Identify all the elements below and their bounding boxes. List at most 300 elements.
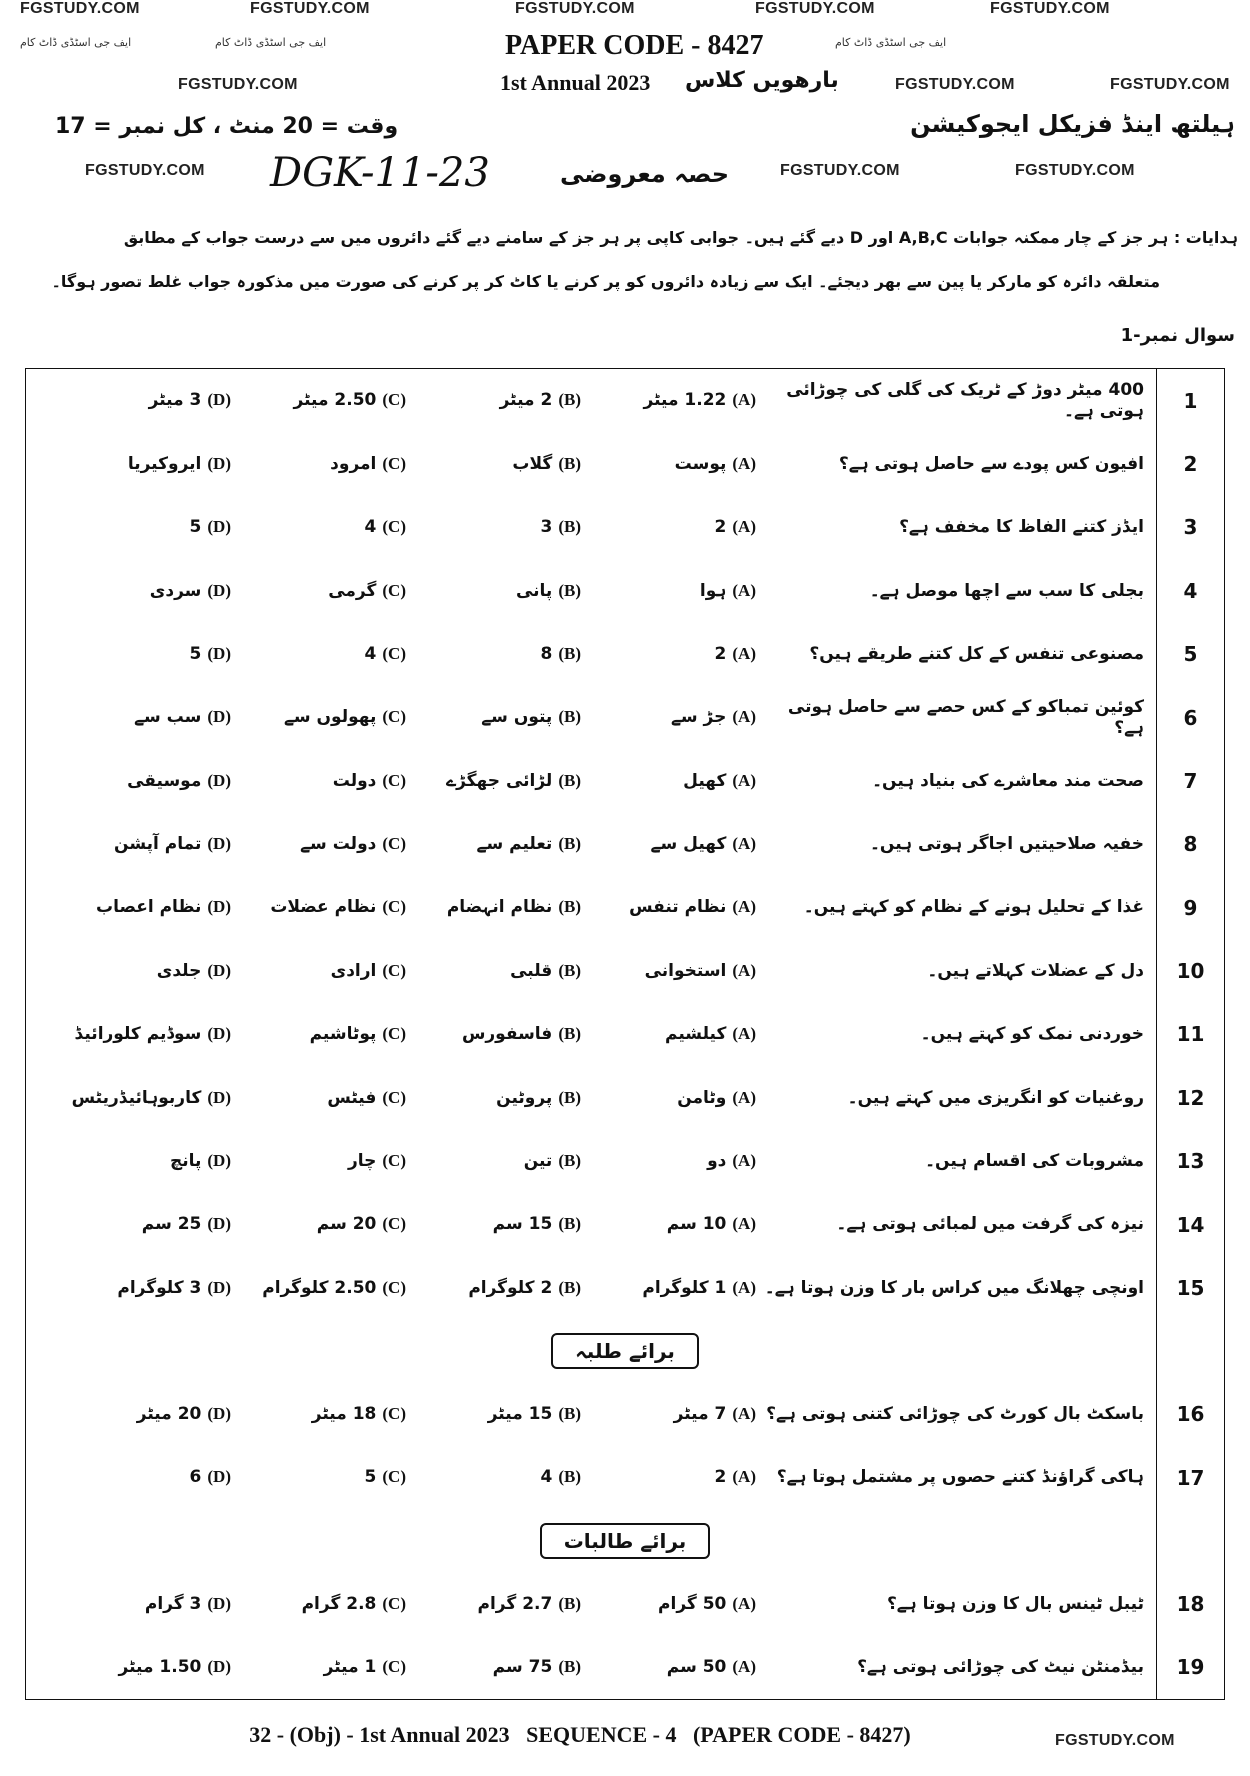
option-d <box>56 961 231 981</box>
option-text: استخوانی <box>644 960 727 981</box>
question-row <box>26 623 1224 686</box>
option-text: 5 <box>189 643 202 664</box>
section-label-boys-text: برائے طلبہ <box>551 1333 699 1369</box>
option-letter: (B) <box>558 453 581 473</box>
option-letter: (C) <box>382 390 406 410</box>
option-d <box>56 1151 231 1171</box>
question-row <box>26 1572 1224 1635</box>
option-text: نظام انہضام <box>446 897 553 918</box>
option-text: 2 <box>714 1467 727 1488</box>
option-text: نظام عضلات <box>270 897 377 918</box>
option-text: 5 <box>189 517 202 538</box>
option-text: ایروکیریا <box>127 453 202 474</box>
question-number-cell: 6 <box>1156 686 1224 749</box>
option-c <box>231 517 406 537</box>
option-letter: (C) <box>382 1467 406 1487</box>
option-letter: (C) <box>382 643 406 663</box>
option-a <box>581 454 756 474</box>
option-letter: (C) <box>382 1087 406 1107</box>
option-letter: (A) <box>732 1214 756 1234</box>
option-letter: (B) <box>558 1467 581 1487</box>
option-text: 1.50 میٹر <box>118 1656 202 1677</box>
option-letter: (C) <box>382 1656 406 1676</box>
option-text: سوڈیم کلورائیڈ <box>74 1024 202 1045</box>
option-text: 2.50 کلوگرام <box>262 1277 377 1298</box>
option-letter: (B) <box>558 1087 581 1107</box>
question-text: اونچی چھلانگ میں کراس بار کا وزن ہوتا ہے۔ <box>764 1277 1144 1298</box>
question-row <box>26 1636 1224 1699</box>
option-d <box>56 644 231 664</box>
option-text: فیٹس <box>327 1087 377 1108</box>
question-number-cell: 17 <box>1156 1446 1224 1509</box>
option-text: 1 کلوگرام <box>642 1277 727 1298</box>
question-text: غذا کے تحلیل ہونے کے نظام کو کہتے ہیں۔ <box>803 897 1144 918</box>
question-number-cell: 16 <box>1156 1383 1224 1446</box>
option-c <box>231 454 406 474</box>
option-text: 2 میٹر <box>499 390 553 411</box>
watermark: FGSTUDY.COM <box>20 0 140 17</box>
option-d <box>56 1214 231 1234</box>
option-letter: (B) <box>558 580 581 600</box>
option-d <box>56 1404 231 1424</box>
option-b <box>406 1024 581 1044</box>
option-b <box>406 1467 581 1487</box>
question-row <box>26 876 1224 939</box>
question-number-cell: 11 <box>1156 1003 1224 1066</box>
option-b <box>406 961 581 981</box>
option-letter: (B) <box>558 1593 581 1613</box>
paper-code: PAPER CODE - 8427 <box>505 30 764 61</box>
option-d <box>56 1594 231 1614</box>
option-a <box>581 1278 756 1298</box>
option-letter: (A) <box>732 1150 756 1170</box>
question-number-cell: 14 <box>1156 1193 1224 1256</box>
question-text: بجلی کا سب سے اچھا موصل ہے۔ <box>869 580 1144 601</box>
option-letter: (B) <box>558 517 581 537</box>
question-row <box>26 1130 1224 1193</box>
section-label-boys <box>26 1320 1224 1383</box>
option-letter: (C) <box>382 1593 406 1613</box>
option-a <box>581 897 756 917</box>
question-text: نیزہ کی گرفت میں لمبائی ہوتی ہے۔ <box>836 1214 1144 1235</box>
option-letter: (B) <box>558 1656 581 1676</box>
option-c <box>231 1088 406 1108</box>
option-text: 3 میٹر <box>148 390 202 411</box>
option-text: 2.8 گرام <box>301 1593 377 1614</box>
question-text: خوردنی نمک کو کہتے ہیں۔ <box>920 1024 1144 1045</box>
watermark: FGSTUDY.COM <box>1055 1732 1175 1749</box>
option-text: تعلیم سے <box>476 834 553 855</box>
option-letter: (A) <box>732 834 756 854</box>
option-letter: (B) <box>558 1024 581 1044</box>
watermark-urdu: ایف جی اسٹڈی ڈاٹ کام <box>20 36 132 49</box>
option-b <box>406 1214 581 1234</box>
watermark-urdu: ایف جی اسٹڈی ڈاٹ کام <box>215 36 327 49</box>
question-row <box>26 1003 1224 1066</box>
option-text: 20 سم <box>316 1214 377 1235</box>
watermark: FGSTUDY.COM <box>990 0 1110 17</box>
option-text: 4 <box>364 517 377 538</box>
option-text: امرود <box>330 453 377 474</box>
option-letter: (A) <box>732 707 756 727</box>
option-letter: (D) <box>207 1277 231 1297</box>
option-letter: (D) <box>207 707 231 727</box>
option-c <box>231 1214 406 1234</box>
option-letter: (D) <box>207 1593 231 1613</box>
watermark: FGSTUDY.COM <box>755 0 875 17</box>
option-text: سب سے <box>134 707 202 728</box>
question-text: مشروبات کی اقسام ہیں۔ <box>925 1150 1144 1171</box>
option-c <box>231 1278 406 1298</box>
option-letter: (D) <box>207 1150 231 1170</box>
option-b <box>406 707 581 727</box>
option-letter: (D) <box>207 834 231 854</box>
option-text: 15 میٹر <box>487 1403 553 1424</box>
question-text: مصنوعی تنفس کے کل کتنے طریقے ہیں؟ <box>809 643 1144 664</box>
option-letter: (D) <box>207 1656 231 1676</box>
option-text: کیلشیم <box>665 1024 727 1045</box>
option-letter: (D) <box>207 1403 231 1423</box>
option-text: 3 گرام <box>144 1593 202 1614</box>
option-text: 5 <box>364 1467 377 1488</box>
option-b <box>406 390 581 410</box>
option-text: پتوں سے <box>481 707 553 728</box>
option-letter: (A) <box>732 580 756 600</box>
watermark: FGSTUDY.COM <box>515 0 635 17</box>
option-d <box>56 390 231 410</box>
option-d <box>56 897 231 917</box>
option-text: موسیقی <box>127 770 202 791</box>
option-letter: (D) <box>207 897 231 917</box>
option-letter: (D) <box>207 1087 231 1107</box>
time-marks: وقت = 20 منٹ ، کل نمبر = 17 <box>55 114 399 139</box>
question-row <box>26 1066 1224 1129</box>
option-d <box>56 454 231 474</box>
option-letter: (A) <box>732 1656 756 1676</box>
option-a <box>581 644 756 664</box>
question-row <box>26 749 1224 812</box>
option-b <box>406 1151 581 1171</box>
option-b <box>406 644 581 664</box>
option-text: تین <box>523 1150 553 1171</box>
option-c <box>231 390 406 410</box>
option-letter: (A) <box>732 1593 756 1613</box>
option-text: پروٹین <box>496 1087 553 1108</box>
option-d <box>56 1467 231 1487</box>
question-row <box>26 369 1224 432</box>
option-letter: (B) <box>558 770 581 790</box>
option-letter: (C) <box>382 1150 406 1170</box>
option-c <box>231 1467 406 1487</box>
option-c <box>231 771 406 791</box>
option-letter: (D) <box>207 517 231 537</box>
question-number-cell: 19 <box>1156 1636 1224 1699</box>
question-text: بیڈمنٹن نیٹ کی چوڑائی ہوتی ہے؟ <box>857 1656 1144 1677</box>
option-text: ارادی <box>330 960 377 981</box>
option-c <box>231 1151 406 1171</box>
option-text: 2 <box>714 643 727 664</box>
option-b <box>406 517 581 537</box>
section-label-girls <box>26 1509 1224 1572</box>
watermark: FGSTUDY.COM <box>780 162 900 179</box>
option-letter: (C) <box>382 770 406 790</box>
option-d <box>56 771 231 791</box>
question-number-cell: 12 <box>1156 1066 1224 1129</box>
option-letter: (D) <box>207 580 231 600</box>
option-a <box>581 834 756 854</box>
option-letter: (C) <box>382 897 406 917</box>
option-letter: (D) <box>207 1467 231 1487</box>
questions-table <box>25 368 1225 1700</box>
question-row <box>26 813 1224 876</box>
option-c <box>231 961 406 981</box>
option-c <box>231 581 406 601</box>
option-text: 3 کلوگرام <box>117 1277 202 1298</box>
watermark: FGSTUDY.COM <box>85 162 205 179</box>
option-text: 75 سم <box>492 1656 553 1677</box>
option-text: پوٹاشیم <box>309 1024 377 1045</box>
option-letter: (B) <box>558 1150 581 1170</box>
option-b <box>406 897 581 917</box>
class-label: بارھویں کلاس <box>685 68 839 93</box>
option-letter: (B) <box>558 1214 581 1234</box>
option-text: 1.22 میٹر <box>643 390 727 411</box>
option-letter: (C) <box>382 707 406 727</box>
question-number-cell: 3 <box>1156 496 1224 559</box>
option-letter: (D) <box>207 1214 231 1234</box>
option-text: 2.7 گرام <box>477 1593 553 1614</box>
option-letter: (A) <box>732 897 756 917</box>
option-text: چار <box>347 1150 377 1171</box>
option-letter: (A) <box>732 517 756 537</box>
footer-sequence: 32 - (Obj) - 1st Annual 2023 SEQUENCE - 4 (PAPER CODE - 8427) <box>249 1722 911 1747</box>
option-letter: (D) <box>207 390 231 410</box>
option-text: پانی <box>515 580 553 601</box>
question-text: افیون کس پودے سے حاصل ہوتی ہے؟ <box>838 453 1144 474</box>
question-row <box>26 1383 1224 1446</box>
option-text: دو <box>707 1150 727 1171</box>
option-text: جڑ سے <box>670 707 727 728</box>
option-c <box>231 1024 406 1044</box>
question-row <box>26 496 1224 559</box>
option-letter: (C) <box>382 1403 406 1423</box>
option-c <box>231 834 406 854</box>
option-letter: (D) <box>207 960 231 980</box>
question-text: کوئین تمباکو کے کس حصے سے حاصل ہوتی ہے؟ <box>787 697 1144 738</box>
section-label-girls-text: برائے طالبات <box>540 1523 711 1559</box>
option-text: 18 میٹر <box>311 1403 377 1424</box>
option-a <box>581 771 756 791</box>
option-letter: (A) <box>732 390 756 410</box>
option-a <box>581 517 756 537</box>
option-d <box>56 1657 231 1677</box>
option-a <box>581 1467 756 1487</box>
question-row <box>26 1446 1224 1509</box>
option-letter: (D) <box>207 453 231 473</box>
option-text: تمام آپشن <box>114 834 202 855</box>
option-letter: (A) <box>732 1403 756 1423</box>
option-b <box>406 1594 581 1614</box>
option-text: گلاب <box>512 453 553 474</box>
option-c <box>231 644 406 664</box>
option-a <box>581 1151 756 1171</box>
option-text: 7 میٹر <box>673 1403 727 1424</box>
question-row <box>26 939 1224 1002</box>
question-text: ہاکی گراؤنڈ کتنے حصوں پر مشتمل ہوتا ہے؟ <box>776 1467 1144 1488</box>
option-b <box>406 1278 581 1298</box>
option-a <box>581 390 756 410</box>
option-c <box>231 897 406 917</box>
option-text: کاربوہائیڈریٹس <box>71 1087 202 1108</box>
option-d <box>56 581 231 601</box>
option-c <box>231 1404 406 1424</box>
question-text: ایڈز کتنے الفاظ کا مخفف ہے؟ <box>899 517 1144 538</box>
question-number-cell: 9 <box>1156 876 1224 939</box>
option-a <box>581 961 756 981</box>
option-letter: (B) <box>558 1277 581 1297</box>
option-text: گرمی <box>328 580 377 601</box>
option-text: نظام اعصاب <box>96 897 202 918</box>
question-text: دل کے عضلات کہلاتے ہیں۔ <box>927 960 1144 981</box>
option-letter: (D) <box>207 770 231 790</box>
option-text: پوست <box>674 453 727 474</box>
option-letter: (C) <box>382 453 406 473</box>
question-row <box>26 559 1224 622</box>
option-letter: (A) <box>732 1024 756 1044</box>
option-text: ہوا <box>699 580 727 601</box>
option-a <box>581 707 756 727</box>
option-b <box>406 581 581 601</box>
option-text: 2 <box>714 517 727 538</box>
question-number-cell: 4 <box>1156 559 1224 622</box>
option-letter: (B) <box>558 834 581 854</box>
option-b <box>406 1088 581 1108</box>
watermark: FGSTUDY.COM <box>895 76 1015 93</box>
option-letter: (A) <box>732 1467 756 1487</box>
option-letter: (B) <box>558 707 581 727</box>
option-text: 50 سم <box>666 1656 727 1677</box>
option-text: 4 <box>540 1467 553 1488</box>
option-d <box>56 707 231 727</box>
option-text: پھولوں سے <box>283 707 377 728</box>
watermark: FGSTUDY.COM <box>1015 162 1135 179</box>
question-row <box>26 1193 1224 1256</box>
option-text: 3 <box>540 517 553 538</box>
option-letter: (A) <box>732 960 756 980</box>
option-letter: (A) <box>732 453 756 473</box>
option-a <box>581 1657 756 1677</box>
option-text: 2 کلوگرام <box>468 1277 553 1298</box>
section-title: حصہ معروضی <box>560 160 730 188</box>
option-letter: (D) <box>207 1024 231 1044</box>
question-text: ٹیبل ٹینس بال کا وزن ہوتا ہے؟ <box>886 1593 1144 1614</box>
option-letter: (B) <box>558 960 581 980</box>
option-text: وٹامن <box>677 1087 727 1108</box>
question-number-cell: 5 <box>1156 623 1224 686</box>
option-letter: (C) <box>382 580 406 600</box>
option-text: 4 <box>364 643 377 664</box>
question-number-cell: 18 <box>1156 1572 1224 1635</box>
question-row <box>26 1256 1224 1319</box>
option-c <box>231 1594 406 1614</box>
annual-label: 1st Annual 2023 <box>500 70 651 95</box>
option-text: فاسفورس <box>461 1024 553 1045</box>
question-text: صحت مند معاشرے کی بنیاد ہیں۔ <box>872 770 1144 791</box>
option-d <box>56 1088 231 1108</box>
option-text: 50 گرام <box>658 1593 727 1614</box>
option-text: کھیل سے <box>650 834 727 855</box>
option-letter: (C) <box>382 960 406 980</box>
option-text: نظام تنفس <box>629 897 727 918</box>
option-a <box>581 1024 756 1044</box>
option-letter: (C) <box>382 834 406 854</box>
question-row <box>26 686 1224 749</box>
option-b <box>406 454 581 474</box>
question-number-cell: 1 <box>1156 369 1224 432</box>
watermark: FGSTUDY.COM <box>1110 76 1230 93</box>
option-c <box>231 707 406 727</box>
question-number-cell: 15 <box>1156 1256 1224 1319</box>
question-number-cell: 7 <box>1156 749 1224 812</box>
option-text: 8 <box>540 643 553 664</box>
option-text: 15 سم <box>492 1214 553 1235</box>
handwritten-board-code: DGK-11-23 <box>270 150 490 196</box>
option-letter: (C) <box>382 1024 406 1044</box>
option-a <box>581 1088 756 1108</box>
option-b <box>406 771 581 791</box>
question-number-cell: 2 <box>1156 432 1224 495</box>
question-number-cell: 8 <box>1156 813 1224 876</box>
option-text: لڑائی جھگڑے <box>446 770 553 791</box>
option-letter: (D) <box>207 643 231 663</box>
option-a <box>581 581 756 601</box>
option-d <box>56 834 231 854</box>
option-letter: (B) <box>558 897 581 917</box>
option-text: سردی <box>149 580 202 601</box>
question-text: خفیہ صلاحیتیں اجاگر ہوتی ہیں۔ <box>869 834 1144 855</box>
option-text: دولت سے <box>300 834 377 855</box>
option-letter: (C) <box>382 1277 406 1297</box>
option-text: 10 سم <box>666 1214 727 1235</box>
option-text: 20 میٹر <box>136 1403 202 1424</box>
watermark: FGSTUDY.COM <box>250 0 370 17</box>
option-letter: (C) <box>382 1214 406 1234</box>
option-text: دولت <box>332 770 377 791</box>
option-text: 2.50 میٹر <box>293 390 377 411</box>
subject-title: ہیلتھ اینڈ فزیکل ایجوکیشن <box>910 110 1235 138</box>
option-text: 6 <box>189 1467 202 1488</box>
question-text: باسکٹ بال کورٹ کی چوڑائی کتنی ہوتی ہے؟ <box>766 1403 1144 1424</box>
instructions-line-1: ہدایات : ہر جز کے چار ممکنہ جوابات A,B,C اور D دیے گئے ہیں۔ جوابی کاپی پر ہر جز کے سامنے دیے گئے دائروں میں سے درست جواب کے مطابق <box>123 228 1238 247</box>
instructions-line-2: متعلقہ دائرہ کو مارکر یا پین سے بھر دیجئے۔ ایک سے زیادہ دائروں کو پر کرنے یا کاٹ کر پر کرنے کی صورت میں مذکورہ جواب غلط تصور ہوگا۔ <box>51 272 1160 291</box>
question-number: سوال نمبر-1 <box>1120 325 1235 346</box>
option-text: 25 سم <box>141 1214 202 1235</box>
option-letter: (B) <box>558 643 581 663</box>
option-a <box>581 1214 756 1234</box>
option-letter: (A) <box>732 1277 756 1297</box>
option-letter: (A) <box>732 643 756 663</box>
option-b <box>406 1404 581 1424</box>
option-d <box>56 1278 231 1298</box>
question-number-cell: 13 <box>1156 1130 1224 1193</box>
option-d <box>56 517 231 537</box>
option-a <box>581 1594 756 1614</box>
watermark-urdu: ایف جی اسٹڈی ڈاٹ کام <box>835 36 947 49</box>
question-text: روغنیات کو انگریزی میں کہتے ہیں۔ <box>847 1087 1144 1108</box>
option-text: 1 میٹر <box>323 1656 377 1677</box>
option-letter: (A) <box>732 1087 756 1107</box>
question-text: 400 میٹر دوڑ کے ٹریک کی گلی کی چوڑائی ہوتی ہے۔ <box>786 380 1144 421</box>
